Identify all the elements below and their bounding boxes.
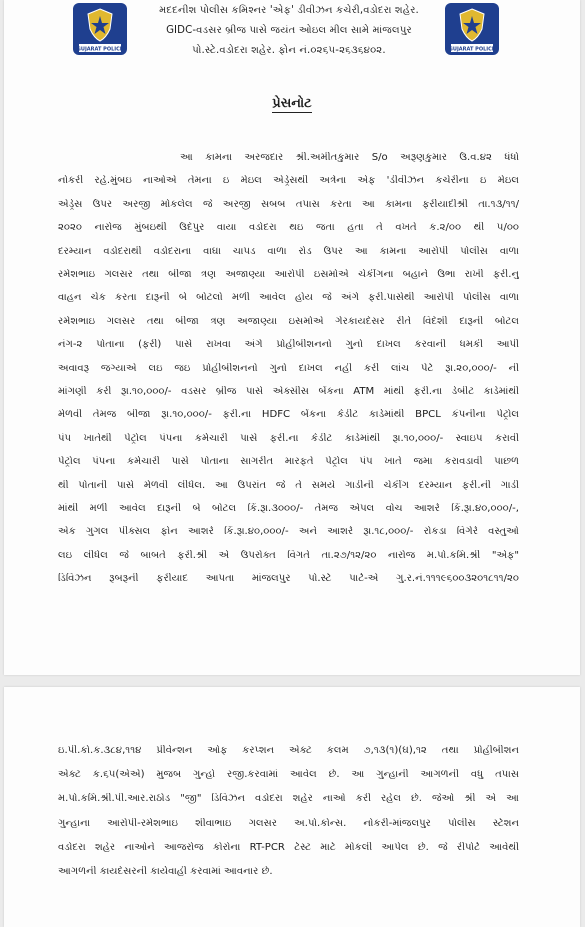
- gujarat-police-emblem-left: [72, 2, 128, 56]
- body-text-line: એક્ટ ક.૬૫(એએ) મુજબ ગુન્હો રજી.કરવામાં આવેલ છે. આ ગુન્હાની આગળની વધુ તપાસ: [58, 769, 519, 781]
- letterhead-address: GIDC-વડસર બ્રીજ પાસે જયંત ઓઇલ મીલ સામે માંજલપુર: [166, 25, 412, 36]
- body-text-line: નંગ-૨ પોતાના (ફરી) પાસે રાખવા અંગે પ્રોહીબીશનનો ગુનો દાખલ કરવાની ધમકી આપી: [58, 339, 519, 351]
- body-text-line: એક ગુગલ પીક્સલ ફોન આશરે કિં.રૂા.૪૦,૦૦૦/- અને આશરે રૂા.૧૮,૦૦૦/- રોકડા વિગેરે વસ્તુઓ: [58, 526, 519, 538]
- body-text-line: દરમ્યાન વડોદરાથી વડોદરાના વાઘા ચાપડ વાળા રોડ ઉપર આ કામના આરોપી પોલીસ વાળા: [58, 245, 519, 257]
- body-text-line: લઇ લીધેલ જે બાબતે ફરી.શ્રી એ ઉપરોક્ત વિગતે તા.૨૭/૧૨/૨૦ નારોજ મ.પો.કમિ.શ્રી "એફ": [58, 549, 519, 561]
- body-text-line: મેળવી તેમજ બીજા રૂા.૧૦,૦૦૦/- ફરી.ના HDFC બેંકના કેડીટ કાર્ડમાંથી BPCL કંપનીના પેટ્રોલ: [58, 409, 519, 421]
- svg-text:GUJARAT POLICE: GUJARAT POLICE: [448, 46, 496, 53]
- body-text-line: આ કામના અરજદાર શ્રી.અમીતકુમાર S/o અરૂણકુમાર ઉ.વ.૪૨ ધંધો: [180, 152, 519, 163]
- document-page-1: [4, 0, 580, 675]
- body-text-line: નોકરી રહે.મુંબઇ નાઓએ તેમના ઇ મેઇલ એડ્રેસથી અત્રેના એફ 'ડીવીઝન કચેરીના ઇ મેઇલ: [58, 175, 519, 187]
- body-text-line: માંથી મળી આવેલ દારૂની બે બોટલ કિં.રૂા.૩૦૦૦/- તેમજ એપલ વોચ આશરે કિં.રૂા.૪૦,૦૦૦/-,: [58, 503, 519, 514]
- body-text-line: વડોદરા શહેર નાઓને આજરોજ કોરોના RT-PCR ટેસ્ટ માટે મોકલી આપેલ છે. જે રીપોર્ટ આવેથી: [58, 841, 519, 853]
- press-note-title: પ્રેસનોટ: [272, 96, 312, 111]
- letterhead-phone: પો.સ્ટે.વડોદરા શહેર. ફોન નં.૦૨૬૫-૨૬૩૬૪૦૨.: [192, 45, 386, 56]
- body-text-line: વાહન ચેક કરતા દારૂની બે બોટલો મળી આવેલ હોય જે અંગે ફરી.પાસેથી આરોપી પોલીસ વાળા: [58, 292, 519, 304]
- police-emblem-icon: [72, 2, 128, 56]
- police-emblem-icon: [444, 2, 500, 56]
- body-text-line: મ.પો.કમિ.શ્રી.પી.આર.રાઠોડ "જી" ડિવિઝન વડોદરા શહેર નાઓ કરી રહેલ છે. જેઓ શ્રી એ આ: [58, 793, 519, 805]
- svg-text:GUJARAT POLICE: GUJARAT POLICE: [76, 46, 124, 53]
- letterhead-office-name: મદદનીશ પોલીસ કમિશ્નર 'એફ' ડીવીઝન કચેરી,વડોદરા શહેર.: [159, 5, 419, 16]
- body-text-line: રમેશભાઇ ગલસર તથા બીજા ત્રણ અજાણ્યા આરોપી ઇસમોએ ચેકીંગના બહાને ઉભા રાખી ફરી.નુ: [58, 269, 519, 280]
- body-text-line: રમેશભાઇ ગલસર તથા બીજા ત્રણ અજાણ્યા ઇસમોએ ગેરકાયદેસર રીતે વિદેશી દારૂની બોટલ: [58, 315, 519, 327]
- body-text-line: એડ્રેસ ઉપર અરજી મોકલેલ જે અરજી સબબ તપાસ કરતા આ કામના ફરીયાદીશ્રી તા.૧૩/૧૧/: [58, 198, 519, 210]
- body-text-line: માંગણી કરી રૂા.૧૦,૦૦૦/- વડસર બ્રીજ પાસે એક્સીસ બેંકના ATM માંથી ફરી.ના ડેબીટ કાર્ડમાંથી: [58, 386, 519, 397]
- body-text-line: ૨૦૨૦ નારોજ મુંબઇથી ઉદેપુર વાયા વડોદરા થઇ જતા હતા તે વખતે ક.૨/૦૦ થી ૫/૦૦: [58, 222, 519, 234]
- body-text-line: પંપ ખાતેથી પેટ્રોલ પંપના કર્મચારી પાસે ફરી.ના કેડીટ કાર્ડમાંથી રૂા.૧૦,૦૦૦/- સ્વાઇપ કરાવી: [58, 432, 519, 444]
- body-text-line: પેટ્રોલ પંપના કર્મચારી પાસે પોતાના સાગરીત મારફતે પેટ્રોલ પંપ ખાતે જમા કરાવડાવી પાછળ: [58, 456, 519, 468]
- document-page-2: [4, 687, 580, 927]
- gujarat-police-emblem-right: [444, 2, 500, 56]
- body-text-line: આગળની કાયદેસરની કાર્યવાહી કરવામાં આવનાર છે.: [58, 866, 273, 877]
- body-text-line: ગુન્હાના આરોપી-રમેશભાઇ શીવાભાઇ ગલસર અ.પો.કોન્સ. નોકરી-માંજલપુર પોલીસ સ્ટેશન: [58, 817, 519, 829]
- body-text-line: અવાવરૂ જગ્યાએ લઇ જઇ પ્રોહીબીશનનો ગુનો દાખલ નહી કરી લાંચ પેટે રૂા.૨૦,૦૦૦/- ની: [58, 362, 519, 374]
- body-text-line: ડિવિઝન રૂબરૂની ફરીયાદ આપતા માંજલપુર પો.સ્ટે પાર્ટ-એ ગુ.ર.નં.૧૧૧૯૬૦૦૩૨૦૧૮૧૧/૨૦: [58, 573, 519, 585]
- body-text-line: થી પોતાની પાસે મેળવી લીધેલ. આ ઉપરાંત જે તે સમયે ગાડીની ચેકીંગ દરમ્યાન ફરી.ની ગાડી: [58, 479, 519, 491]
- body-text-line: ઇ.પી.કો.ક.૩૮૪,૧૧૪ પ્રીવેન્શન ઓફ કરપ્શન એક્ટ કલમ ૭,૧૩(૧)(ઘ),૧૨ તથા પ્રોહીબીશન: [58, 745, 519, 756]
